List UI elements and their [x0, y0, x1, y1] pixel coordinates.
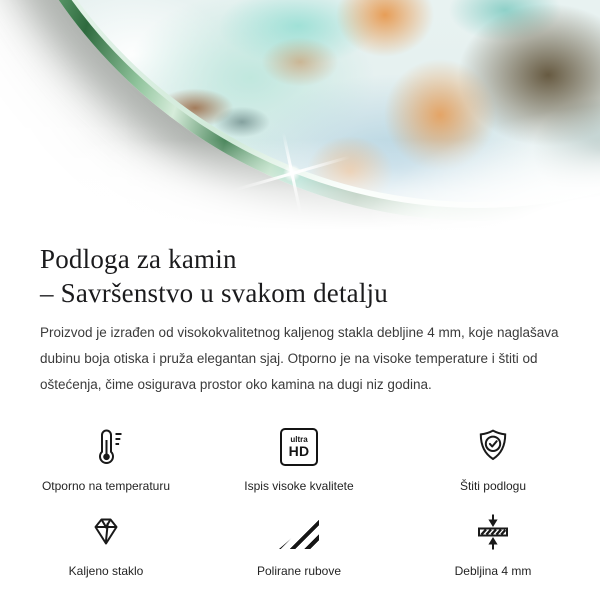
title-line-2: – Savršenstvo u svakom detalju	[40, 278, 388, 308]
page-title	[40, 242, 560, 310]
feature-label: Štiti podlogu	[459, 479, 527, 493]
feature-label: Polirane rubove	[256, 564, 342, 578]
thickness-icon	[473, 509, 513, 555]
shield-check-icon	[473, 424, 513, 470]
hd-label: HD	[288, 443, 310, 459]
thermometer-icon	[84, 424, 128, 470]
product-text-block	[0, 242, 600, 398]
feature-label: Kaljeno staklo	[68, 564, 144, 578]
image-fade-overlay	[0, 0, 600, 240]
features-grid	[30, 424, 570, 578]
ultra-hd-icon	[280, 424, 318, 470]
product-description: Proizvod je izrađen od visokokvalitetnog kaljenog stakla debljine 4 mm, koje naglašava dubinu boja otiska i pruža elegantan sjaj. Otporno je na visoke temperature i štiti od oštećenja, čime osigurava prostor oko kamina na dugi niz godina.	[40, 325, 559, 392]
feature-thickness	[416, 509, 570, 578]
diamond-icon	[86, 509, 126, 555]
feature-protection	[416, 424, 570, 493]
feature-label: Ispis visoke kvalitete	[244, 479, 354, 493]
feature-temperature	[30, 424, 182, 493]
feature-polished-edges	[182, 509, 416, 578]
polished-edges-icon	[279, 509, 319, 555]
feature-tempered-glass	[30, 509, 182, 578]
ultra-label: ultra	[290, 435, 308, 444]
feature-print-quality	[182, 424, 416, 493]
feature-label: Otporno na temperaturu	[41, 479, 171, 493]
feature-label: Debljina 4 mm	[454, 564, 532, 578]
title-line-1: Podloga za kamin	[40, 244, 237, 274]
product-image	[0, 0, 600, 240]
